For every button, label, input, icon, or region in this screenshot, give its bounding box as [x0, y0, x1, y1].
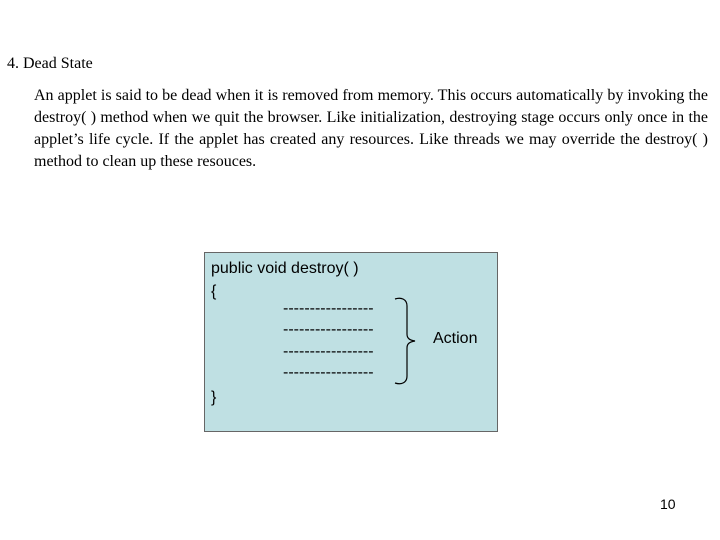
open-brace: {: [211, 283, 217, 300]
code-placeholder-line: -----------------: [283, 300, 374, 317]
code-box: [204, 252, 498, 432]
method-signature: public void destroy( ): [211, 260, 359, 277]
curly-bracket-icon: [395, 296, 429, 386]
section-heading: 4. Dead State: [7, 55, 93, 72]
code-placeholder-line: -----------------: [283, 343, 374, 360]
action-label: Action: [433, 330, 478, 347]
page-number: 10: [660, 496, 676, 512]
close-brace: }: [211, 389, 217, 406]
description-paragraph: An applet is said to be dead when it is removed from memory. This occurs automatically by invoking the destroy( ) method when we quit the browser. Like initialization, destroying stage occurs only once in the applet’s life cycle. If the applet has created any resources. Like threads we may override the destroy( ) method to clean up these resouces.: [34, 87, 708, 170]
code-placeholder-line: -----------------: [283, 321, 374, 338]
code-placeholder-line: -----------------: [283, 364, 374, 381]
